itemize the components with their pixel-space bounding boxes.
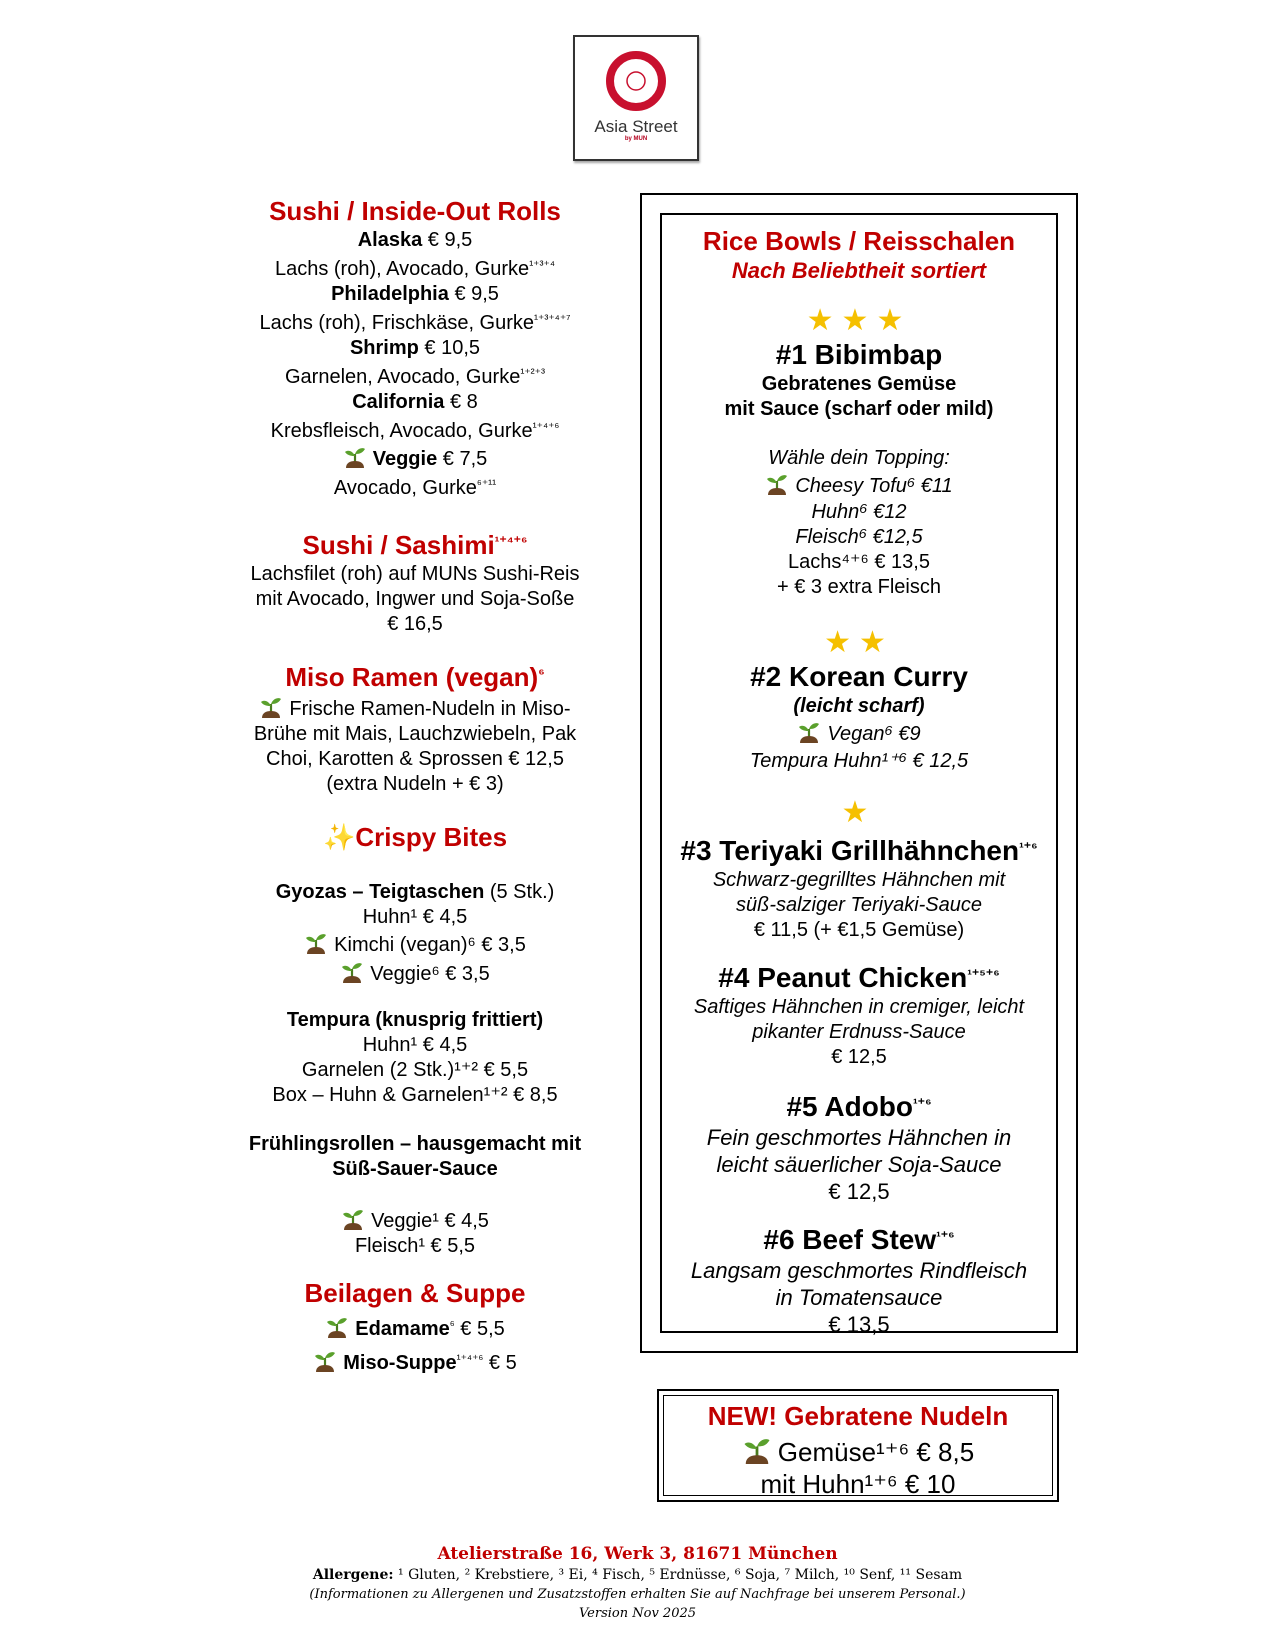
allergen-sup: ¹⁺³⁺⁴ (529, 258, 556, 272)
spring-title: Frühlingsrollen – hausgemacht mit (248, 1133, 582, 1155)
dish-desc: Schwarz-gegrilltes Hähnchen mit (712, 869, 1006, 891)
spring-item: Veggie¹ € 4,5 (371, 1210, 489, 1232)
sprout-icon (742, 1434, 772, 1464)
dish-title: #1 Bibimbap (775, 339, 943, 370)
dish-desc: süß-salziger Teriyaki-Sauce (735, 894, 982, 916)
allergen-sup: ¹⁺⁴⁺⁶ (456, 1352, 484, 1366)
allergen-sup: ¹⁺³⁺⁴⁺⁷ (534, 312, 571, 326)
item-name: California (352, 391, 445, 413)
item-desc: Lachs (roh), Avocado, Gurke (274, 258, 530, 280)
item-name: Veggie (372, 448, 438, 470)
sprout-icon (325, 1314, 349, 1338)
section-title-sashimi: Sushi / Sashimi (302, 530, 495, 560)
logo (573, 35, 699, 161)
dish-desc: Fein geschmortes Hähnchen in (706, 1125, 1012, 1150)
new-noodles-box (657, 1389, 1059, 1502)
rating-stars: ★ (841, 796, 877, 829)
allergen-sup: ¹⁺⁴⁺⁶ (532, 420, 560, 434)
item-name: Alaska (357, 229, 423, 251)
spring-item: Fleisch¹ € 5,5 (354, 1235, 476, 1257)
gyoza-qty: (5 Stk.) (489, 881, 555, 903)
rice-bowls-box (640, 193, 1078, 1353)
dish-desc: in Tomatensauce (775, 1285, 943, 1310)
dish-title: #5 Adobo (786, 1091, 914, 1122)
version: Version Nov 2025 (578, 1606, 697, 1621)
item-price: € 9,5 (427, 229, 473, 251)
side-price: € 5 (488, 1352, 517, 1374)
section-title-crispy: Crispy Bites (355, 822, 508, 852)
dish-desc: Langsam geschmortes Rindfleisch (690, 1258, 1028, 1283)
allergen-note: (Informationen zu Allergenen und Zusatzstoffen erhalten Sie auf Nachfrage bei unserem Personal.) (309, 1587, 966, 1602)
sprout-icon (313, 1348, 337, 1372)
dish-price: € 13,5 (828, 1312, 890, 1337)
topping-option: Lachs⁴⁺⁶ € 13,5 (788, 551, 930, 573)
allergen-sup: ¹⁺⁶ (1019, 839, 1038, 855)
sprout-icon (340, 959, 364, 983)
side-name: Miso-Suppe (343, 1352, 457, 1374)
new-noodles-title: NEW! Gebratene Nudeln (707, 1401, 1009, 1431)
address: Atelierstraße 16, Werk 3, 81671 München (437, 1544, 838, 1564)
topping-option: Cheesy Tofu⁶ €11 (795, 475, 953, 497)
topping-label: Wähle dein Topping: (768, 447, 950, 469)
section-title-sides: Beilagen & Suppe (304, 1278, 526, 1308)
item-name: Philadelphia (331, 283, 449, 305)
item-price: € 10,5 (424, 337, 481, 359)
allergen-label: Allergene: (312, 1567, 394, 1583)
dish-sub: mit Sauce (scharf oder mild) (724, 398, 994, 420)
dish-desc: leicht säuerlicher Soja-Sauce (716, 1152, 1002, 1177)
sprout-icon (343, 444, 367, 468)
spring-title: Süß-Sauer-Sauce (332, 1158, 498, 1180)
item-desc: Krebsfleisch, Avocado, Gurke (270, 420, 533, 442)
dish-title: #4 Peanut Chicken (718, 962, 968, 993)
item-price: € 7,5 (442, 448, 488, 470)
sprout-icon (259, 694, 283, 718)
sashimi-line: Lachsfilet (roh) auf MUNs Sushi-Reis (250, 563, 580, 585)
item-price: € 8 (450, 391, 478, 413)
sprout-icon (765, 471, 789, 495)
new-noodles-inner (663, 1395, 1053, 1499)
ramen-line: Choi, Karotten & Sprossen € 12,5 (266, 748, 564, 770)
dish-title: #6 Beef Stew (763, 1224, 937, 1255)
dish-title: #2 Korean Curry (750, 661, 968, 692)
allergen-sup: ¹⁺⁴⁺⁶ (494, 533, 528, 549)
item-desc: Lachs (roh), Frischkäse, Gurke (259, 312, 535, 334)
section-title-ramen: Miso Ramen (vegan) (285, 662, 539, 692)
gyoza-item: Veggie⁶ € 3,5 (370, 963, 490, 985)
allergen-sup: ¹⁺⁶ (936, 1228, 955, 1244)
allergen-sup: ¹⁺⁵⁺⁶ (967, 966, 1000, 982)
allergen-sup: ⁶ (449, 1318, 455, 1332)
allergen-sup: ⁶⁺¹¹ (476, 477, 497, 491)
dish-desc: pikanter Erdnuss-Sauce (752, 1021, 966, 1043)
dish-price: € 12,5 (828, 1179, 890, 1204)
allergen-sup: ¹⁺⁶ (913, 1095, 932, 1111)
sprout-icon (304, 930, 328, 954)
dish-price: € 12,5 (831, 1046, 887, 1068)
item-desc: Avocado, Gurke (333, 477, 477, 499)
rice-bowls-subtitle: Nach Beliebtheit sortiert (731, 258, 987, 283)
tempura-item: Box – Huhn & Garnelen¹⁺² € 8,5 (272, 1084, 558, 1106)
item-desc: Garnelen, Avocado, Gurke (285, 366, 521, 388)
dish-title: #3 Teriyaki Grillhähnchen (680, 835, 1020, 866)
gyoza-title: Gyozas – Teigtaschen (275, 881, 485, 903)
sparkles-icon: ✨ (322, 822, 356, 852)
gyoza-item: Kimchi (vegan)⁶ € 3,5 (334, 934, 526, 956)
logo-circle-icon (604, 49, 668, 113)
item-name: Shrimp (349, 337, 419, 359)
allergen-sup: ¹⁺²⁺³ (520, 366, 545, 380)
dish-desc: Saftiges Hähnchen in cremiger, leicht (693, 996, 1025, 1018)
noodles-option: Gemüse¹⁺⁶ € 8,5 (777, 1437, 975, 1467)
section-title-sushi-rolls: Sushi / Inside-Out Rolls (269, 196, 561, 226)
dish-price: € 11,5 (+ €1,5 Gemüse) (753, 919, 965, 941)
allergen-list: ¹ Gluten, ² Krebstiere, ³ Ei, ⁴ Fisch, ⁵ Erdnüsse, ⁶ Soja, ⁷ Milch, ¹⁰ Senf, ¹¹ Sesam (398, 1567, 963, 1583)
ramen-line: (extra Nudeln + € 3) (326, 773, 504, 795)
tempura-item: Huhn¹ € 4,5 (362, 1034, 468, 1056)
ramen-line: Frische Ramen-Nudeln in Miso- (289, 698, 571, 720)
left-column (220, 195, 610, 1378)
dish-sub: (leicht scharf) (793, 695, 925, 717)
tempura-item: Garnelen (2 Stk.)¹⁺² € 5,5 (301, 1059, 529, 1081)
logo-name: Asia Street (594, 117, 678, 136)
footer (0, 1543, 1275, 1623)
dish-sub: Gebratenes Gemüse (761, 373, 957, 395)
noodles-option: mit Huhn¹⁺⁶ € 10 (760, 1469, 956, 1499)
ramen-line: Brühe mit Mais, Lauchzwiebeln, Pak (253, 723, 577, 745)
rice-bowls-inner (660, 213, 1058, 1337)
allergen-sup: ⁶ (538, 665, 545, 681)
sprout-icon (341, 1206, 365, 1230)
rice-bowls-title: Rice Bowls / Reisschalen (702, 226, 1016, 256)
rating-stars: ★★★ (806, 304, 912, 337)
topping-option: Huhn⁶ €12 (811, 501, 907, 523)
gyoza-item: Huhn¹ € 4,5 (362, 906, 468, 928)
sashimi-price: € 16,5 (387, 613, 443, 635)
curry-option: Tempura Huhn¹⁺⁶ € 12,5 (749, 750, 969, 772)
sashimi-line: mit Avocado, Ingwer und Soja-Soße (255, 588, 575, 610)
item-price: € 9,5 (454, 283, 499, 305)
side-name: Edamame (355, 1318, 450, 1340)
topping-extra: + € 3 extra Fleisch (777, 576, 941, 598)
sprout-icon (797, 719, 821, 743)
topping-option: Fleisch⁶ €12,5 (795, 526, 923, 548)
tempura-title: Tempura (knusprig frittiert) (286, 1009, 544, 1031)
side-price: € 5,5 (460, 1318, 505, 1340)
logo-sub: by MUN (624, 136, 648, 142)
rating-stars: ★★ (824, 626, 894, 659)
curry-option: Vegan⁶ €9 (827, 723, 921, 745)
